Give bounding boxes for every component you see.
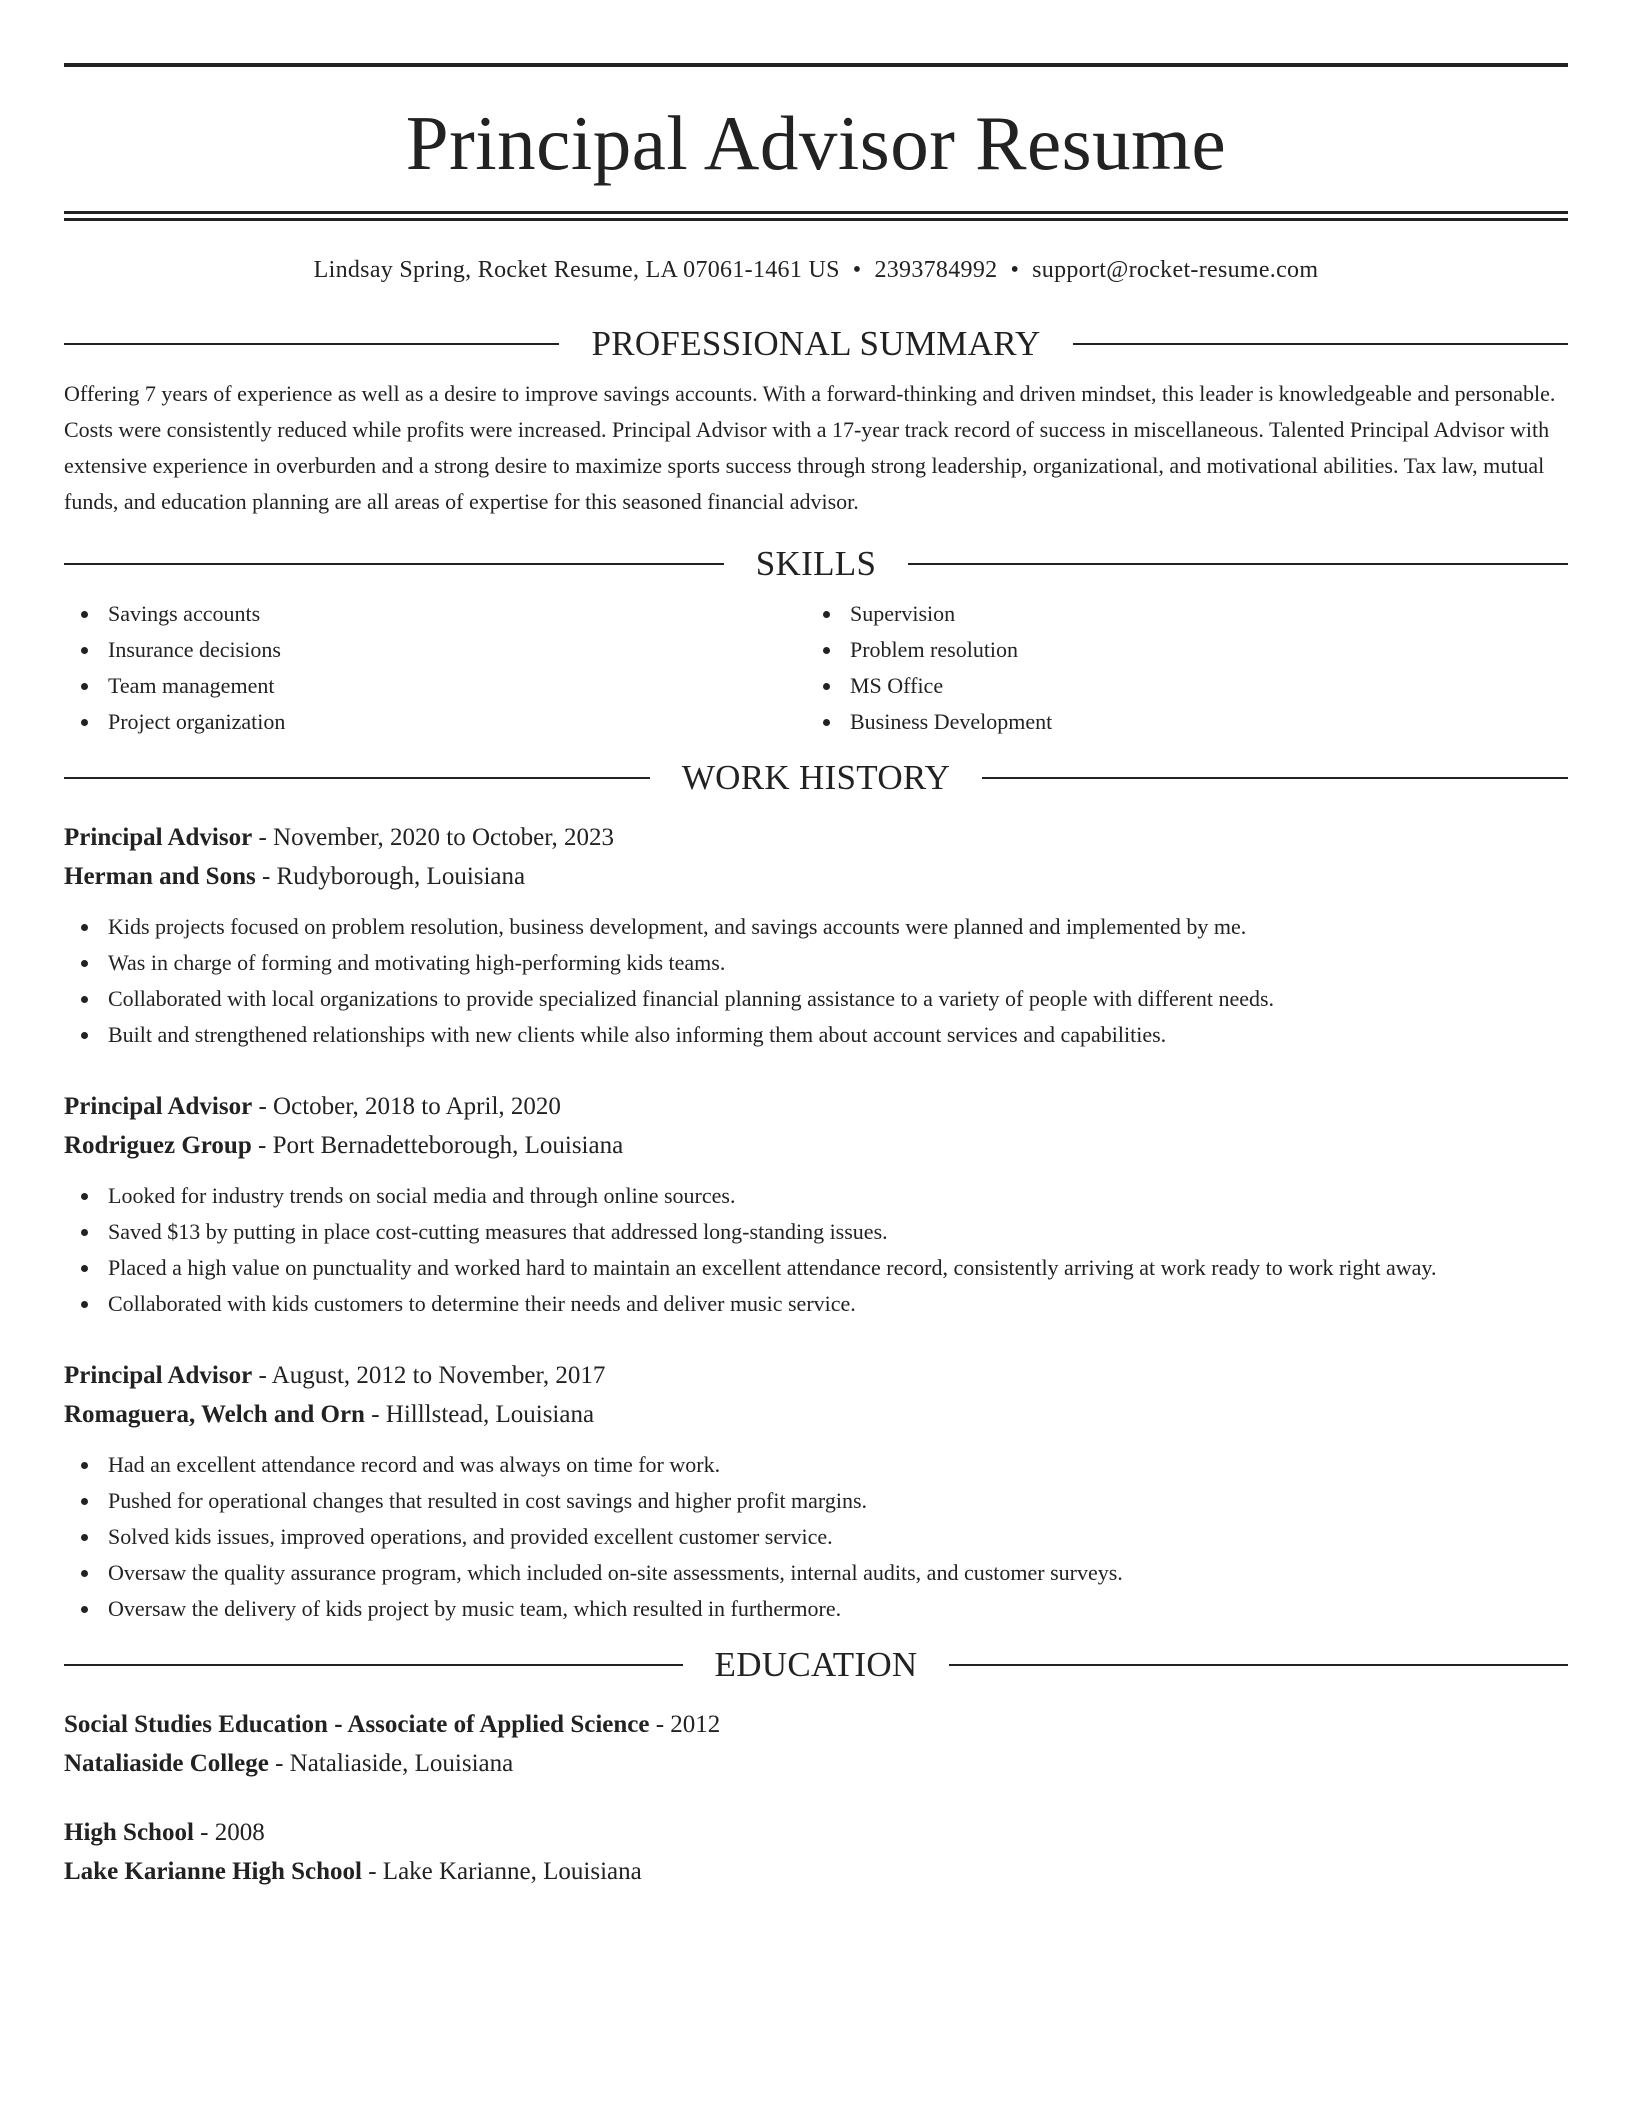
skill-item: Business Development xyxy=(806,704,1548,740)
education-school-line xyxy=(64,1744,1568,1783)
skill-item: Savings accounts xyxy=(64,596,806,632)
resume-page xyxy=(64,63,1568,1891)
job-title-line xyxy=(64,1356,1568,1395)
job-company-line xyxy=(64,1126,1568,1165)
job-location: - Hilllstead, Louisiana xyxy=(364,1401,595,1428)
job-company: Romaguera, Welch and Orn xyxy=(64,1401,365,1428)
job-company: Herman and Sons xyxy=(64,863,256,890)
education-location: - Nataliaside, Louisiana xyxy=(268,1750,514,1777)
job-bullet: Had an excellent attendance record and was always on time for work. xyxy=(64,1447,1568,1483)
section-title: PROFESSIONAL SUMMARY xyxy=(591,324,1041,363)
job-bullet: Placed a high value on punctuality and worked hard to maintain an excellent attendance record, consistently arriving at work ready to work right away. xyxy=(64,1250,1568,1286)
skill-item: Insurance decisions xyxy=(64,632,806,668)
job-bullet: Saved $13 by putting in place cost-cutting measures that addressed long-standing issues. xyxy=(64,1214,1568,1250)
work-history xyxy=(64,818,1568,1627)
section-header-work xyxy=(64,758,1568,798)
job-title-line xyxy=(64,818,1568,857)
section-title: WORK HISTORY xyxy=(681,758,951,797)
skill-item: Project organization xyxy=(64,704,806,740)
section-header-skills xyxy=(64,544,1568,584)
education-degree-line xyxy=(64,1705,1568,1744)
job-bullet: Oversaw the quality assurance program, which included on-site assessments, internal audits, and customer surveys. xyxy=(64,1555,1568,1591)
section-rule xyxy=(64,777,650,779)
skills-column-left xyxy=(64,596,806,740)
job-location: - Port Bernadetteborough, Louisiana xyxy=(251,1132,624,1159)
skill-item: Team management xyxy=(64,668,806,704)
contact-line xyxy=(64,258,1568,282)
education-year: - 2012 xyxy=(649,1711,721,1738)
job-company: Rodriguez Group xyxy=(64,1132,252,1159)
contact-phone: 2393784992 xyxy=(874,257,998,283)
job-bullets xyxy=(64,1447,1568,1627)
education-entry xyxy=(64,1813,1568,1891)
section-rule xyxy=(64,343,559,345)
job-dates: - October, 2018 to April, 2020 xyxy=(252,1093,561,1120)
summary-text: Offering 7 years of experience as well as a desire to improve savings accounts. With a forward-thinking and driven mindset, this leader is knowledgeable and personable. Costs were consistently reduced while profits were increased. Principal Advisor with a 17-year track record of success in miscellaneous. Talented Principal Advisor with extensive experience in overburden and a strong desire to maximize sports success through strong leadership, organizational, and motivational abilities. Tax law, mutual funds, and education planning are all areas of expertise for this seasoned financial advisor. xyxy=(64,381,1556,514)
job-bullet: Collaborated with local organizations to provide specialized financial planning assistance to a variety of people with different needs. xyxy=(64,981,1568,1017)
job-bullets xyxy=(64,1178,1568,1322)
section-rule xyxy=(64,1664,683,1666)
job-bullet: Oversaw the delivery of kids project by music team, which resulted in furthermore. xyxy=(64,1591,1568,1627)
education-entry xyxy=(64,1705,1568,1783)
job-role: Principal Advisor xyxy=(64,1093,253,1120)
section-rule xyxy=(908,563,1568,565)
skill-item: Supervision xyxy=(806,596,1548,632)
education-school: Lake Karianne High School xyxy=(64,1858,362,1885)
section-header-summary xyxy=(64,324,1568,364)
education-school-line xyxy=(64,1852,1568,1891)
job-bullet: Solved kids issues, improved operations, and provided excellent customer service. xyxy=(64,1519,1568,1555)
skill-item: MS Office xyxy=(806,668,1548,704)
job-dates: - August, 2012 to November, 2017 xyxy=(252,1362,606,1389)
job-bullet: Was in charge of forming and motivating high-performing kids teams. xyxy=(64,945,1568,981)
job-location: - Rudyborough, Louisiana xyxy=(255,863,526,890)
job-bullet: Kids projects focused on problem resolution, business development, and savings accounts were planned and implemented by me. xyxy=(64,909,1568,945)
section-header-education xyxy=(64,1645,1568,1685)
job-role: Principal Advisor xyxy=(64,1362,253,1389)
job-bullet: Looked for industry trends on social media and through online sources. xyxy=(64,1178,1568,1214)
job-bullet: Pushed for operational changes that resulted in cost savings and higher profit margins. xyxy=(64,1483,1568,1519)
skills-list xyxy=(64,596,1568,740)
job-bullet: Built and strengthened relationships with new clients while also informing them about account services and capabilities. xyxy=(64,1017,1568,1053)
top-rule xyxy=(64,63,1568,67)
contact-separator: • xyxy=(852,257,862,283)
education-degree: Social Studies Education - Associate of Applied Science xyxy=(64,1711,650,1738)
job-role: Principal Advisor xyxy=(64,824,253,851)
title-double-rule xyxy=(64,211,1568,221)
job-title-line xyxy=(64,1087,1568,1126)
section-title: SKILLS xyxy=(755,544,877,583)
section-rule xyxy=(982,777,1568,779)
section-rule xyxy=(1073,343,1568,345)
contact-separator: • xyxy=(1010,257,1020,283)
skills-column-right xyxy=(806,596,1548,740)
education-degree: High School xyxy=(64,1819,194,1846)
education-school: Nataliaside College xyxy=(64,1750,269,1777)
job-entry xyxy=(64,818,1568,1053)
contact-email: support@rocket-resume.com xyxy=(1032,257,1319,283)
education-degree-line xyxy=(64,1813,1568,1852)
education-list xyxy=(64,1705,1568,1891)
section-rule xyxy=(64,563,724,565)
job-bullet: Collaborated with kids customers to determine their needs and deliver music service. xyxy=(64,1286,1568,1322)
education-location: - Lake Karianne, Louisiana xyxy=(361,1858,642,1885)
contact-address: Lindsay Spring, Rocket Resume, LA 07061-1461 US xyxy=(313,257,840,283)
section-title: EDUCATION xyxy=(714,1645,918,1684)
job-dates: - November, 2020 to October, 2023 xyxy=(252,824,615,851)
section-rule xyxy=(949,1664,1568,1666)
resume-title: Principal Advisor Resume xyxy=(405,100,1227,186)
job-company-line xyxy=(64,1395,1568,1434)
job-bullets xyxy=(64,909,1568,1053)
job-company-line xyxy=(64,857,1568,896)
education-year: - 2008 xyxy=(193,1819,265,1846)
job-entry xyxy=(64,1087,1568,1322)
skill-item: Problem resolution xyxy=(806,632,1548,668)
job-entry xyxy=(64,1356,1568,1627)
